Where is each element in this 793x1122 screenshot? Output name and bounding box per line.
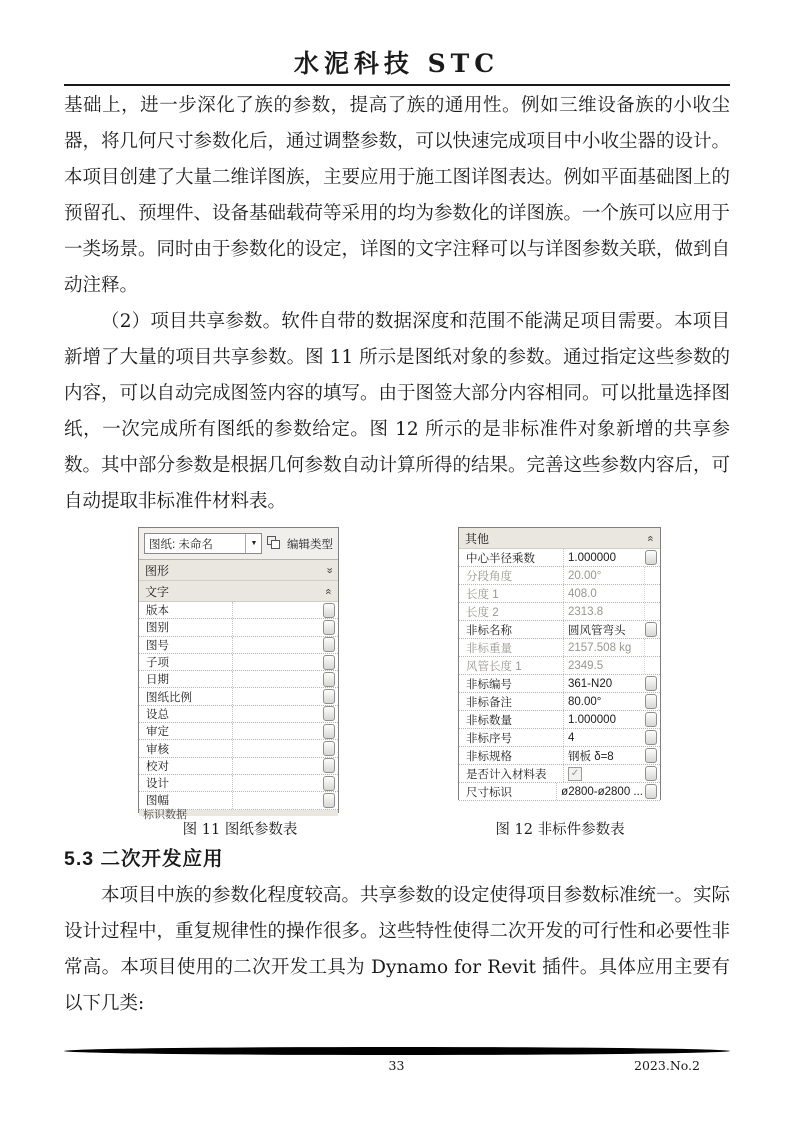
param-row [139,619,338,636]
param-value-input[interactable] [233,740,321,756]
param-row [139,602,338,619]
param-row [139,706,338,723]
type-selector-value: 图纸: 未命名 [149,538,213,551]
associate-param-button[interactable] [323,793,335,808]
param-label: 非标数量 [459,711,564,728]
fig11-rows [139,602,338,810]
associate-param-button[interactable] [645,676,657,691]
param-value-input[interactable]: ø2800-ø2800 ... [561,785,643,798]
param-label: 非标名称 [459,621,564,638]
associate-param-button[interactable] [323,724,335,739]
paragraph-1: 基础上，进一步深化了族的参数，提高了族的通用性。例如三维设备族的小收尘器，将几何尺寸参数化后，通过调整参数，可以快速完成项目中小收尘器的设计。本项目创建了大量二维详图族，主要应用于施工图详图表达。例如平面基础图上的预留孔、预埋件、设备基础载荷等采用的均为参数化的详图族。一个族可以应用于一类场景。同时由于参数化的设定，详图的文字注释可以与详图参数关联，做到自动注释。 [64,95,731,296]
param-value-input[interactable] [233,775,321,791]
param-row [459,693,660,711]
param-label: 日期 [139,671,233,687]
section-header-other[interactable] [459,528,660,549]
collapse-chevron-icon[interactable]: » [323,566,336,574]
associate-param-button[interactable] [645,748,657,763]
associate-param-button[interactable] [645,550,657,565]
param-row [459,783,660,801]
edit-type-icon [267,536,282,551]
issue-number: 2023.No.2 [634,1058,700,1073]
associate-param-button[interactable] [323,776,335,791]
param-value-input[interactable]: 1.000000 [568,551,616,564]
figure-12-caption: 图 12 非标件参数表 [495,822,625,838]
associate-param-button[interactable] [645,784,657,799]
associate-param-button[interactable] [323,637,335,652]
associate-param-button[interactable] [323,603,335,618]
properties-toolbar [139,528,338,560]
associate-param-button[interactable] [323,689,335,704]
param-value-input[interactable]: 80.00° [568,695,602,708]
param-value-input[interactable] [233,706,321,722]
param-value-input[interactable] [233,688,321,704]
associate-param-button[interactable] [323,758,335,773]
footer-rule-bar [64,1047,730,1055]
associate-param-button[interactable] [645,730,657,745]
section-header-graphics[interactable] [139,560,338,581]
associate-param-button[interactable] [323,741,335,756]
param-row [459,585,660,603]
param-value-input[interactable] [233,792,321,808]
param-row [459,729,660,747]
param-label: 审定 [139,723,233,739]
param-value-input[interactable] [233,637,321,653]
param-label: 子项 [139,654,233,670]
associate-param-button[interactable] [645,622,657,637]
param-label: 长度 2 [459,603,564,620]
param-row [139,654,338,671]
param-value-input[interactable]: 圆风管弯头 [568,624,626,637]
param-label: 图别 [139,619,233,635]
expand-chevron-icon[interactable]: » [322,587,335,595]
button-spacer [644,603,660,620]
associate-param-button[interactable] [645,694,657,709]
param-label: 中心半径乘数 [459,549,564,566]
param-row [139,637,338,654]
param-row [459,711,660,729]
figure-11-caption: 图 11 图纸参数表 [182,822,298,838]
param-value-input[interactable] [564,765,643,782]
associate-param-button[interactable] [323,655,335,670]
figure-12-screenshot [458,527,661,800]
param-value-input[interactable] [233,602,321,618]
param-value-input: 20.00° [568,569,602,582]
param-value-input[interactable]: 钢板 δ=8 [568,750,614,763]
associate-param-button[interactable] [645,766,657,781]
associate-param-button[interactable] [323,706,335,721]
param-row [139,792,338,809]
param-row [459,549,660,567]
button-spacer [644,639,660,656]
section-header-identity-clipped: 标识数据 [139,810,338,816]
param-value-input: 2313.8 [568,605,604,618]
include-in-material-list-checkbox[interactable]: ✓ [568,767,582,781]
param-label: 非标重量 [459,639,564,656]
param-label: 风管长度 1 [459,657,564,674]
param-row [459,657,660,675]
section-label: 图形 [145,563,170,578]
param-row [459,747,660,765]
paragraph-3: 本项目中族的参数化程度较高。共享参数的设定使得项目参数标准统一。实际设计过程中，重复规律性的操作很多。这些特性使得二次开发的可行性和必要性非常高。本项目使用的二次开发工具为 Dynamo for Revit 插件。具体应用主要有以下几类: [64,885,731,1014]
param-label: 尺寸标识 [459,783,557,800]
param-row [459,603,660,621]
param-row [139,758,338,775]
param-value-input[interactable]: 4 [568,731,575,744]
param-value-input[interactable]: 361-N20 [568,677,613,690]
param-row [459,621,660,639]
param-label: 非标规格 [459,747,564,764]
type-selector-combo[interactable] [144,533,262,554]
section-heading: 5.3 二次开发应用 [64,848,224,870]
chevron-down-icon[interactable]: ▼ [245,534,261,553]
page-number: 33 [388,1058,405,1073]
param-value-input[interactable] [233,619,321,635]
param-row [459,675,660,693]
param-label: 审核 [139,740,233,756]
param-label: 非标序号 [459,729,564,746]
param-row [459,639,660,657]
param-label: 版本 [139,602,233,618]
param-label: 图纸比例 [139,688,233,704]
figure-11-screenshot [138,527,339,821]
section-label: 文字 [145,584,170,599]
param-value-input[interactable] [233,654,321,670]
param-row [139,688,338,705]
param-label: 校对 [139,758,233,774]
param-row [459,567,660,585]
button-spacer [644,657,660,674]
paragraph-2: （2）项目共享参数。软件自带的数据深度和范围不能满足项目需要。本项目新增了大量的项目共享参数。图 11 所示是图纸对象的参数。通过指定这些参数的内容，可以自动完成图签内容的填写。由于图签大部分内容相同。可以批量选择图纸，一次完成所有图纸的参数给定。图 12 所示的是非标准件对象新增的共享参数。其中部分参数是根据几何参数自动计算所得的结果。完善这些参数内容后，可自动提取非标准件材料表。 [64,311,731,512]
param-row [139,740,338,757]
fig12-rows [459,549,660,801]
edit-type-button[interactable]: 编辑类型 [287,538,333,551]
param-value-input: 408.0 [568,587,597,600]
button-spacer [644,585,660,602]
param-row [139,671,338,688]
associate-param-button[interactable] [323,672,335,687]
param-value-input: 2157.508 kg [568,641,632,654]
param-value-input[interactable] [233,758,321,774]
param-label: 设计 [139,775,233,791]
param-value-input[interactable] [233,723,321,739]
param-row [139,723,338,740]
param-value-input[interactable]: 1.000000 [568,713,616,726]
param-label: 设总 [139,706,233,722]
param-label: 分段角度 [459,567,564,584]
param-row [459,765,660,783]
button-spacer [644,567,660,584]
associate-param-button[interactable] [645,712,657,727]
body-text-block-2 [64,878,730,1022]
section-label: 其他 [465,531,490,546]
body-text-block [64,88,730,520]
associate-param-button[interactable] [323,620,335,635]
header-rule [64,84,730,86]
param-label: 非标编号 [459,675,564,692]
param-label: 是否计入材料表 [459,765,564,782]
param-label: 图号 [139,637,233,653]
param-label: 长度 1 [459,585,564,602]
param-label: 图幅 [139,792,233,808]
expand-chevron-icon[interactable]: » [644,534,657,542]
param-label: 非标备注 [459,693,564,710]
section-header-text[interactable] [139,581,338,602]
param-value-input[interactable] [233,671,321,687]
journal-title: 水泥科技 STC [293,49,500,78]
param-value-input: 2349.5 [568,659,604,672]
param-row [139,775,338,792]
